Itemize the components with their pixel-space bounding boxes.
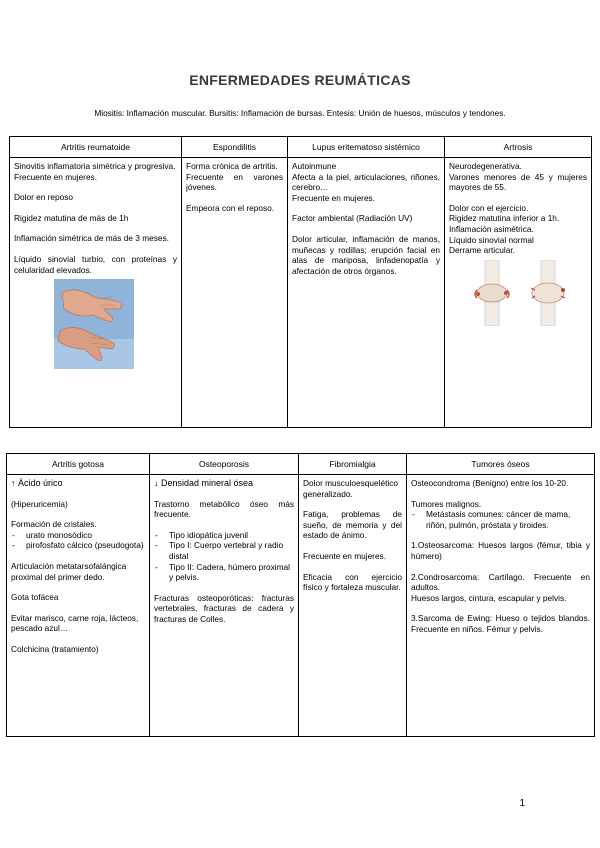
lupus-line-1: Autoinmune	[292, 161, 337, 171]
cell-fibromialgia	[299, 475, 407, 737]
artrosis-line-2: Varones menores de 45 y mujeres mayores de 55.	[449, 171, 587, 193]
lupus-line-2: Afecta a la piel, articulaciones, riñones, cerebro…	[292, 171, 440, 193]
artrosis-line-4: Rigidez matutina inferior a 1h.	[449, 213, 560, 224]
list-item: - Tipo II: Cadera, húmero proximal y pelvis.	[154, 562, 294, 583]
esp-line-1: Forma crónica de artritis.	[186, 161, 278, 171]
tumores-line-3: 1.Osteosarcoma: Huesos largos (fémur, tibia y húmero)	[411, 540, 590, 561]
tumores-line-4b: Huesos largos, cintura, escapular y pelvis.	[411, 592, 567, 603]
fibro-line-1: Dolor musculoesquelético generalizado.	[303, 478, 399, 499]
cell-artrosis	[445, 158, 592, 428]
ar-line-3: Dolor en reposo	[14, 192, 74, 203]
ar-line-5: Inflamación simétrica de más de 3 meses.	[14, 233, 169, 244]
artrosis-line-7: Derrame articular.	[449, 245, 515, 256]
cell-artritis-reumatoide	[10, 158, 182, 428]
lupus-line-4: Factor ambiental (Radiación UV)	[292, 213, 413, 224]
tumores-line-4a: 2.Condrosarcoma: Cartílago. Frecuente en adultos.	[411, 571, 590, 593]
ar-line-2: Frecuente en mujeres.	[14, 171, 98, 182]
ar-line-6: Líquido sinovial turbio, con proteínas y celularidad elevados.	[14, 253, 177, 275]
cell-lupus	[288, 158, 445, 428]
artrosis-line-6: Líquido sinovial normal	[449, 234, 534, 245]
header-artritis-gotosa: Artritis gotosa	[7, 454, 150, 475]
ar-line-1: Sinovitis inflamatoria simétrica y progresiva.	[14, 161, 176, 171]
header-espondilitis: Espondilitis	[182, 137, 288, 158]
header-artrosis: Artrosis	[445, 137, 592, 158]
list-item: - Metástasis comunes: cáncer de mama, riñón, pulmón, próstata y tiroides.	[411, 509, 590, 530]
esp-line-2: Frecuente en varones jóvenes.	[186, 171, 283, 193]
ar-line-4: Rigidez matutina de más de 1h	[14, 212, 129, 223]
tumores-line-2: Tumores malignos.	[411, 498, 482, 509]
cell-espondilitis	[182, 158, 288, 428]
list-item: - urato monosódico	[11, 530, 145, 541]
cell-artritis-gotosa	[7, 475, 150, 737]
header-fibromialgia: Fibromialgia	[299, 454, 407, 475]
fibro-line-3: Frecuente en mujeres.	[303, 550, 387, 561]
osteoporosis-types-list	[154, 530, 294, 583]
table-row	[7, 475, 595, 737]
lupus-line-5: Dolor articular, inflamación de manos, muñecas y rodillas; erupción facial en alas de mariposa, linfadenopatía y afectación de otros órganos.	[292, 233, 440, 276]
knee-joint-illustration	[469, 260, 579, 326]
osteo-line-2: Trastorno metabólico óseo más frecuente.	[154, 498, 294, 520]
table-header-row	[7, 454, 595, 475]
header-tumores-oseos: Tumores óseos	[407, 454, 595, 475]
tumores-line-5: 3.Sarcoma de Ewing: Hueso o tejidos blandos. Frecuente en niños. Fémur y pelvis.	[411, 613, 590, 634]
metastasis-list	[411, 509, 590, 530]
gota-line-2: (Hiperuricemia)	[11, 498, 68, 509]
gota-line-1: ↑ Ácido úrico	[11, 478, 63, 488]
gota-line-6: Evitar marisco, carne roja, lácteos, pescado azul…	[11, 612, 139, 634]
fibro-line-4: Eficacia con ejercicio físico y fortaleza muscular.	[303, 571, 402, 593]
document-title: ENFERMEDADES REUMÁTICAS	[189, 72, 411, 88]
hands-photo	[54, 279, 134, 369]
list-item: - Tipo idiopática juvenil	[154, 530, 294, 541]
table-row	[10, 158, 592, 428]
table-header-row	[10, 137, 592, 158]
page-number: 1	[519, 798, 525, 809]
gota-line-4: Articulación metatarsofalángica proximal del primer dedo.	[11, 560, 127, 582]
cell-tumores-oseos	[407, 475, 595, 737]
cell-osteoporosis	[150, 475, 299, 737]
crystals-list	[11, 530, 145, 551]
list-item: - pirofosfato cálcico (pseudogota)	[11, 540, 145, 551]
artrosis-line-5: Inflamación asimétrica.	[449, 223, 534, 234]
rheumatic-diseases-table-2	[6, 453, 595, 737]
fibro-line-2: Fatiga, problemas de sueño, de memoria y del estado de ánimo.	[303, 509, 402, 541]
osteo-line-3: Fracturas osteoporóticas: fracturas vertebrales, fracturas de cadera y fracturas de Colles.	[154, 592, 294, 624]
lupus-line-3: Frecuente en mujeres.	[292, 192, 376, 203]
definitions-line: Miositis: Inflamación muscular. Bursitis: Inflamación de bursas. Entesis: Unión de huesos, músculos y tendones.	[94, 108, 506, 118]
header-lupus: Lupus eritematoso sistémico	[288, 137, 445, 158]
rheumatic-diseases-table-1	[9, 136, 592, 428]
artrosis-line-1: Neurodegenerativa.	[449, 161, 522, 171]
osteo-line-1: ↓ Densidad mineral ósea	[154, 478, 254, 488]
gota-line-7: Colchicina (tratamiento)	[11, 643, 99, 654]
tumores-line-1: Osteocondroma (Benigno) entre los 10-20.	[411, 478, 569, 488]
gota-line-5: Gota tofácea	[11, 592, 59, 603]
esp-line-3: Empeora con el reposo.	[186, 202, 275, 213]
list-item: - Tipo I: Cuerpo vertebral y radio distal	[154, 540, 294, 561]
artrosis-line-3: Dolor con el ejercicio.	[449, 202, 529, 213]
header-artritis-reumatoide: Artritis reumatoide	[10, 137, 182, 158]
gota-line-3: Formación de cristales.	[11, 519, 97, 530]
header-osteoporosis: Osteoporosis	[150, 454, 299, 475]
